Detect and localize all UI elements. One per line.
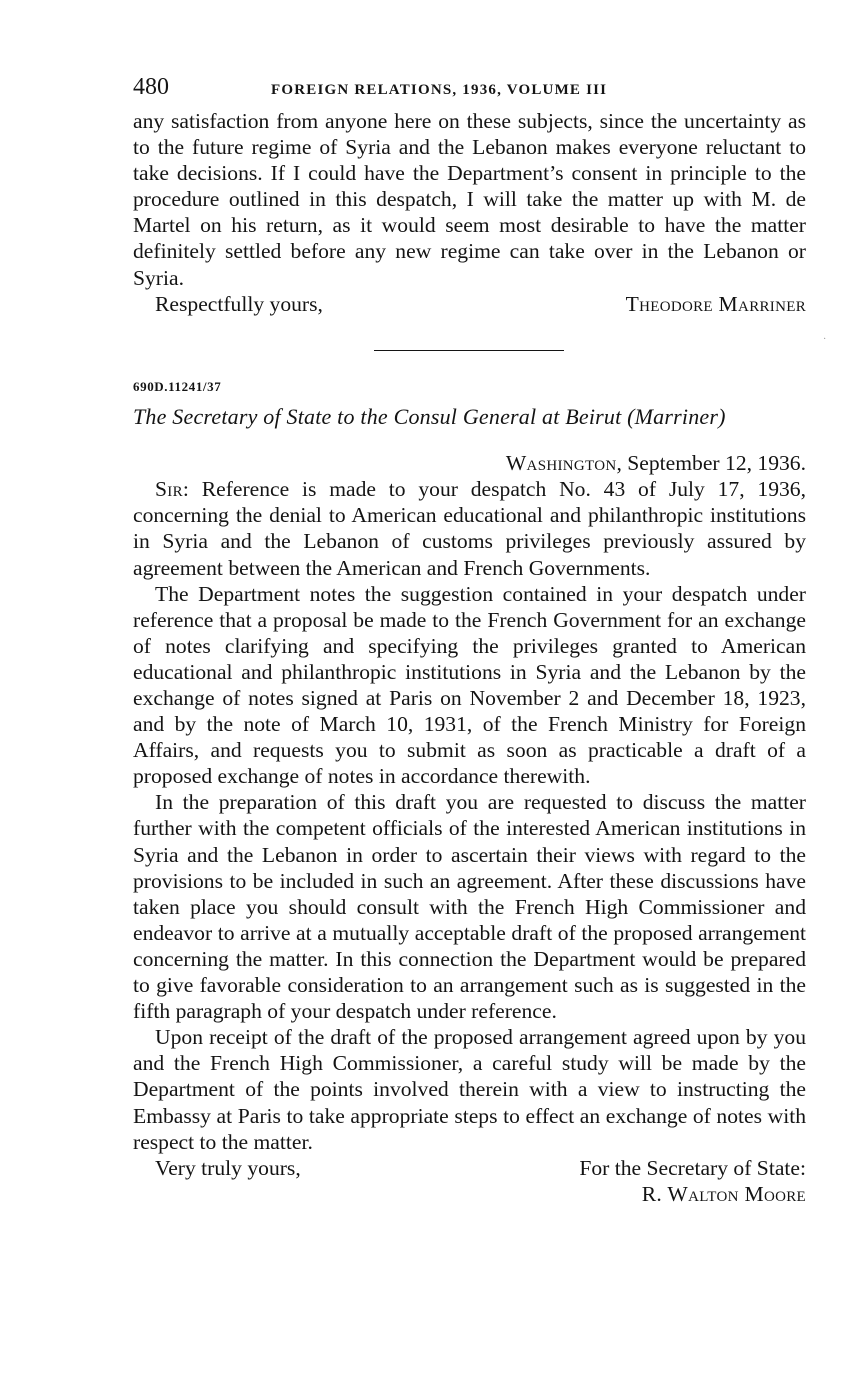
body-paragraph-3: In the preparation of this draft you are requested to discuss the matter further with the competent officials of the interested American institutions in Syria and the Lebanon in order to ascertain their views with regard to the provisions to be included in such an agreement. After these discussions have taken place you should consult with the French High Commissioner and endeavor to arrive at a mutually acceptable draft of the proposed arrangement concerning the matter. In this connection the Department would be prepared to give favorable consideration to an arrangement such as is suggested in the fifth paragraph of your despatch under reference. bbox=[133, 790, 806, 1024]
signature-line-1: For the Secretary of State: bbox=[579, 1155, 806, 1180]
page-number: 480 bbox=[133, 74, 169, 100]
letter-body bbox=[133, 476, 806, 1154]
body-paragraph-1-text: : Reference is made to your despatch No. 43 of July 17, 1936, concerning the denial to American educational and philanthropic institutions in Syria and the Lebanon of customs privileges previously assured by agreement between the American and French Governments. bbox=[133, 477, 806, 580]
signature-line-2: R. Walton Moore bbox=[641, 1181, 806, 1206]
file-number: 690D.11241/37 bbox=[133, 379, 222, 395]
document-page bbox=[133, 74, 806, 1207]
running-title: FOREIGN RELATIONS, 1936, VOLUME III bbox=[271, 82, 608, 98]
letter-continuation-section bbox=[133, 108, 806, 291]
letter1-signature: Theodore Marriner bbox=[625, 291, 806, 316]
dateline-date: , September 12, 1936. bbox=[616, 451, 806, 476]
body-paragraph-1 bbox=[133, 476, 806, 580]
body-paragraph-2: The Department notes the suggestion contained in your despatch under reference that a proposal be made to the French Government for an exchange of notes clarifying and specifying the privileges granted to American educational and philanthropic institutions in Syria and the Lebanon by the exchange of notes signed at Paris on November 2 and December 18, 1923, and by the note of March 10, 1931, of the French Ministry for Foreign Affairs, and requests you to submit as soon as practicable a draft of a proposed exchange of notes in accordance therewith. bbox=[133, 581, 806, 789]
continuation-paragraph: any satisfaction from anyone here on these subjects, since the uncertainty as to the future regime of Syria and the Lebanon makes everyone reluctant to take decisions. If I could have the Department’s consent in principle to the procedure outlined in this despatch, I will take the matter up with M. de Martel on his return, as it would seem most desirable to have the matter definitely settled before any new regime can take over in the Lebanon or Syria. bbox=[133, 109, 806, 290]
letter1-signoff bbox=[133, 291, 806, 317]
letter2-closing-row bbox=[133, 1155, 806, 1181]
letter2-closing: Very truly yours, bbox=[155, 1155, 301, 1180]
letter2-signoff bbox=[133, 1155, 806, 1207]
dateline bbox=[133, 450, 806, 476]
body-paragraph-4: Upon receipt of the draft of the proposed arrangement agreed upon by you and the French High Commissioner, a careful study will be made by the Department of the points involved therein with a view to instructing the Embassy at Paris to take appropriate steps to effect an exchange of notes with respect to the matter. bbox=[133, 1025, 806, 1154]
running-header bbox=[133, 74, 806, 108]
section-divider bbox=[374, 350, 564, 352]
dateline-place: Washington bbox=[505, 451, 617, 476]
margin-mark: · bbox=[823, 334, 827, 345]
salutation: Sir bbox=[155, 477, 183, 502]
letter1-closing: Respectfully yours, bbox=[155, 291, 323, 316]
document-title: The Secretary of State to the Consul General at Beirut (Marriner) bbox=[133, 404, 726, 430]
